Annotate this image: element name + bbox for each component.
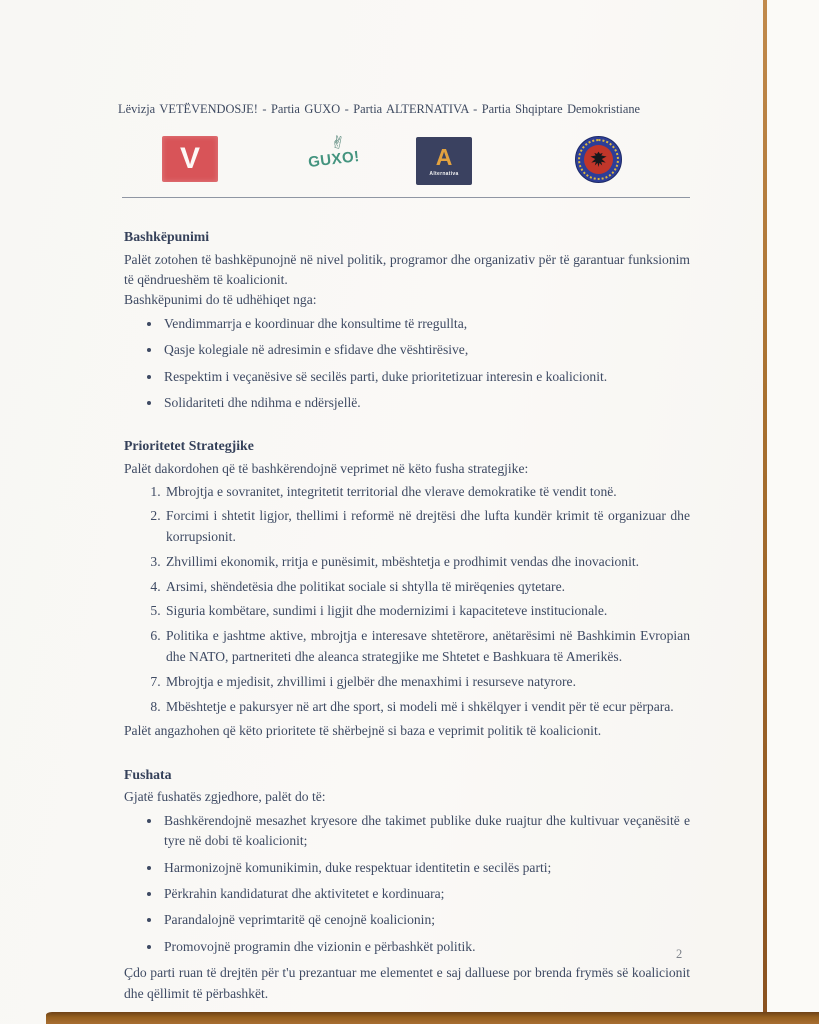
bullet-list [124, 314, 690, 414]
alternativa-label: Alternativa [429, 170, 459, 177]
guxo-label: GUXO! [307, 147, 361, 172]
list-item: 7. Mbrojtja e mjedisit, zhvillimi i gjelbër dhe menaxhimi i resurseve natyrore. [164, 672, 690, 692]
list-item: • Promovojnë programin dhe vizionin e përbashkët politik. [162, 937, 690, 957]
coalition-parties-title: Lëvizja VETËVENDOSJE! - Partia GUXO - Partia ALTERNATIVA - Partia Shqiptare Demokristiane [118, 102, 641, 116]
section-heading: Bashkëpunimi [124, 229, 210, 244]
section-bashkepunimi [124, 227, 690, 413]
pshd-logo [575, 136, 622, 183]
numbered-list [124, 482, 690, 717]
photo-background-right [767, 0, 819, 1016]
list-item: 3. Zhvillimi ekonomik, rritja e punësimit, mbështetja e prodhimit vendas dhe inovacionit. [164, 552, 690, 572]
paragraph: Palët zotohen të bashkëpunojnë në nivel politik, programor dhe organizativ për të garantuar funksionim të qëndrueshëm të koalicionit. [124, 251, 690, 288]
paragraph: Palët dakordohen që të bashkërendojnë veprimet në këto fusha strategjike: [124, 461, 529, 477]
header-divider [122, 197, 690, 198]
paragraph: Çdo parti ruan të drejtën për t'u prezantuar me elementet e saj dalluese por brenda frymës së koalicionit dhe qëllimit të përbashkët. [124, 965, 690, 1001]
document-body [124, 227, 690, 1024]
desk-edge-right [763, 0, 767, 1016]
list-item: • Solidariteti dhe ndihma e ndërsjellë. [162, 393, 690, 413]
list-item: 8. Mbështetje e pakursyer në art dhe sport, si modeli më i shkëlqyer i vendit për të ecur përpara. [164, 697, 690, 717]
list-item: 4. Arsimi, shëndetësia dhe politikat sociale si shtylla të mirëqenies qytetare. [164, 577, 690, 597]
section-heading: Fushata [124, 766, 172, 782]
list-item: • Parandalojnë veprimtaritë që cenojnë koalicionin; [162, 910, 690, 930]
pshd-gold-ring [578, 139, 619, 180]
vetevendosje-letter: V [179, 142, 200, 175]
page-number: 2 [676, 947, 683, 961]
list-item: • Qasje kolegiale në adresimin e sfidave dhe vështirësive, [162, 340, 690, 360]
paragraph: Gjatë fushatës zgjedhore, palët do të: [124, 789, 326, 805]
paragraph: Bashkëpunimi do të udhëhiqet nga: [124, 292, 317, 308]
list-item: • Bashkërendojnë mesazhet kryesore dhe takimet publike duke ruajtur dhe kultivuar veçanësitë e tyre në dobi të koalicionit; [162, 811, 690, 852]
paragraph: Palët angazhohen që këto prioritete të shërbejnë si baza e veprimit politik të koalicionit. [124, 723, 602, 739]
bullet-list [124, 811, 690, 957]
section-fushata [124, 765, 690, 1004]
list-item: 5. Siguria kombëtare, sundimi i ligjit dhe modernizimi i kapaciteteve institucionale. [164, 601, 690, 621]
alternativa-logo [416, 137, 472, 185]
vetevendosje-logo [162, 136, 218, 182]
list-item: 1. Mbrojtja e sovranitet, integritetit territorial dhe vlerave demokratike të vendit tonë. [164, 482, 690, 502]
list-item: 2. Forcimi i shtetit ligjor, thellimi i reformë në drejtësi dhe lufta kundër krimit të organizuar dhe korrupsionit. [164, 506, 690, 547]
guxo-logo [291, 129, 377, 190]
list-item: 6. Politika e jashtme aktive, mbrojtja e interesave shtetërore, anëtarësimi në Bashkimin Evropian dhe NATO, partneriteti dhe aleanca strategjike me Shtetet e Bashkuara të Amerikës. [164, 626, 690, 667]
alternativa-letter: A [435, 143, 453, 170]
list-item: • Harmonizojnë komunikimin, duke respektuar identitetin e secilës parti; [162, 858, 690, 878]
section-heading: Prioritetet Strategjike [124, 438, 254, 454]
section-prioritetet [124, 436, 690, 741]
list-item: • Respektim i veçanësive së secilës parti, duke prioritetizuar interesin e koalicionit. [162, 367, 690, 387]
list-item: • Vendimmarrja e koordinuar dhe konsultime të rregullta, [162, 314, 690, 334]
list-item: • Përkrahin kandidaturat dhe aktivitetet e kordinuara; [162, 884, 690, 904]
victory-hand-icon: ✌ [328, 132, 347, 155]
